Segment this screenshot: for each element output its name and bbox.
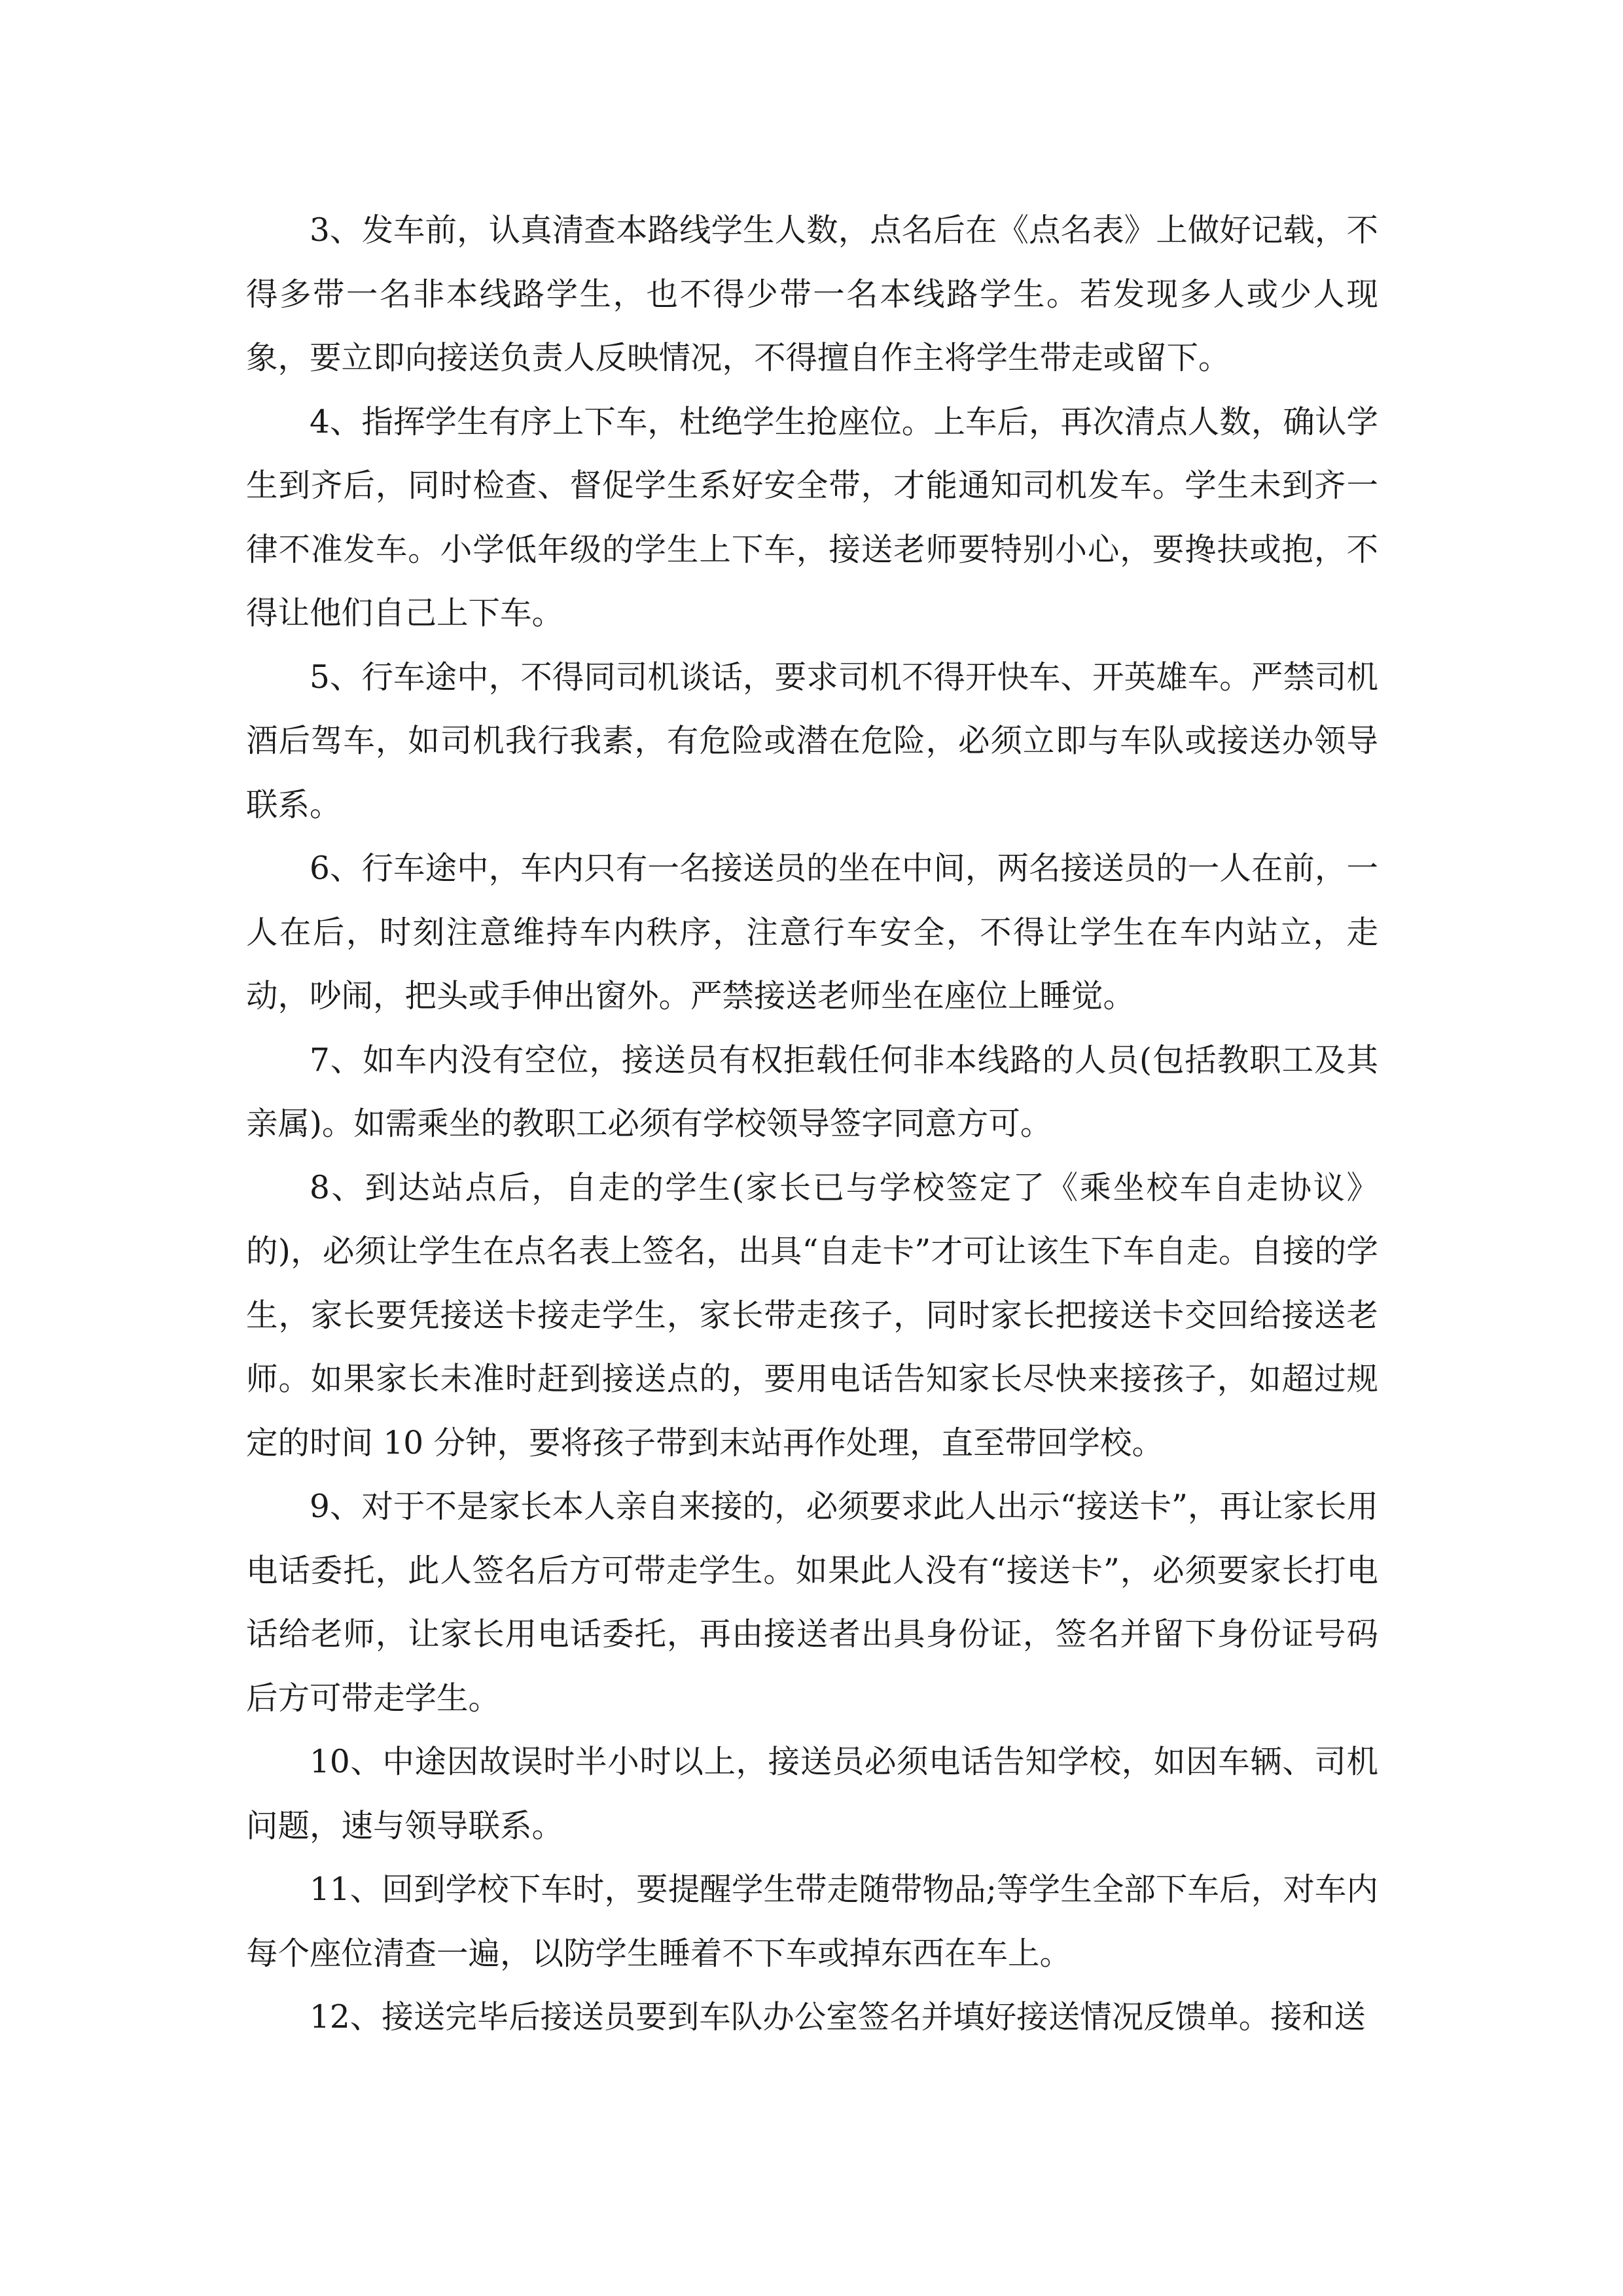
- paragraph-item-6: 6、行车途中，车内只有一名接送员的坐在中间，两名接送员的一人在前，一人在后，时刻注意维持车内秩序，注意行车安全，不得让学生在车内站立，走动，吵闹，把头或手伸出窗外。严禁接送老师坐在座位上睡觉。: [246, 850, 1378, 1014]
- paragraph-item-11: 11、回到学校下车时，要提醒学生带走随带物品;等学生全部下车后，对车内每个座位清查一遍，以防学生睡着不下车或掉东西在车上。: [246, 1871, 1378, 1972]
- paragraph-item-3: 3、发车前，认真清查本路线学生人数，点名后在《点名表》上做好记载，不得多带一名非本线路学生，也不得少带一名本线路学生。若发现多人或少人现象，要立即向接送负责人反映情况，不得擅自作主将学生带走或留下。: [246, 212, 1378, 376]
- document-body: [246, 199, 1378, 2050]
- paragraph-item-12: 12、接送完毕后接送员要到车队办公室签名并填好接送情况反馈单。接和送: [310, 1999, 1366, 2036]
- paragraph-item-4: 4、指挥学生有序上下车，杜绝学生抢座位。上车后，再次清点人数，确认学生到齐后，同时检查、督促学生系好安全带，才能通知司机发车。学生未到齐一律不准发车。小学低年级的学生上下车，接送老师要特别小心，要搀扶或抱，不得让他们自己上下车。: [246, 403, 1378, 632]
- paragraph-item-8: 8、到达站点后，自走的学生(家长已与学校签定了《乘坐校车自走协议》的)，必须让学生在点名表上签名，出具“自走卡”才可让该生下车自走。自接的学生，家长要凭接送卡接走学生，家长带走孩子，同时家长把接送卡交回给接送老师。如果家长未准时赶到接送点的，要用电话告知家长尽快来接孩子，如超过规定的时间 10 分钟，要将孩子带到末站再作处理，直至带回学校。: [246, 1169, 1378, 1462]
- paragraph-item-5: 5、行车途中，不得同司机谈话，要求司机不得开快车、开英雄车。严禁司机酒后驾车，如司机我行我素，有危险或潜在危险，必须立即与车队或接送办领导联系。: [246, 658, 1378, 823]
- paragraph-item-9: 9、对于不是家长本人亲自来接的，必须要求此人出示“接送卡”，再让家长用电话委托，此人签名后方可带走学生。如果此人没有“接送卡”，必须要家长打电话给老师，让家长用电话委托，再由接送者出具身份证，签名并留下身份证号码后方可带走学生。: [246, 1488, 1378, 1717]
- paragraph-item-7: 7、如车内没有空位，接送员有权拒载任何非本线路的人员(包括教职工及其亲属)。如需乘坐的教职工必须有学校领导签字同意方可。: [246, 1041, 1378, 1142]
- paragraph-item-10: 10、中途因故误时半小时以上，接送员必须电话告知学校，如因车辆、司机问题，速与领导联系。: [246, 1744, 1378, 1844]
